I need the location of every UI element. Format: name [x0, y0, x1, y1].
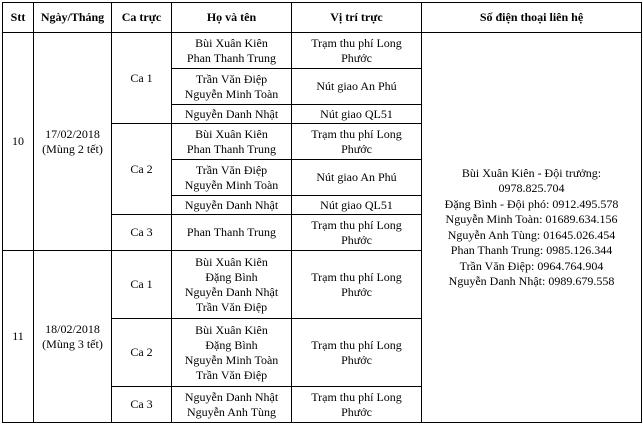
staff-names-line: Đặng Bình — [205, 337, 258, 352]
duty-location-line: Phước — [341, 352, 372, 367]
contact-list-line: Bùi Xuân Kiên - Đội trưởng: — [461, 165, 602, 180]
contact-list-line: Trần Văn Điệp: 0964.764.904 — [459, 258, 604, 273]
header-date: Ngày/Tháng — [34, 3, 112, 33]
duty-location — [292, 387, 422, 423]
duty-location-line: Nút giao QL51 — [320, 106, 393, 121]
day-stt: 10 — [3, 33, 34, 251]
header-stt: Stt — [3, 3, 34, 33]
staff-names-line: Nguyễn Minh Toàn — [184, 177, 279, 192]
duty-location — [292, 33, 422, 69]
staff-names-line: Trần Văn Điệp — [195, 299, 268, 314]
day-stt: 11 — [3, 251, 34, 423]
day-date-value: 17/02/2018 — [45, 126, 100, 141]
duty-location-line: Nút giao QL51 — [320, 197, 393, 212]
staff-names-line: Đặng Bình — [205, 269, 258, 284]
day-date-value: 18/02/2018 — [45, 321, 100, 336]
duty-location — [292, 160, 422, 196]
staff-names-line: Trần Văn Điệp — [195, 71, 268, 86]
staff-names-line: Trần Văn Điệp — [195, 162, 268, 177]
roster-row — [3, 33, 642, 69]
staff-names-line: Bùi Xuân Kiên — [195, 322, 268, 337]
header-shift: Ca trực — [112, 3, 172, 33]
staff-names — [172, 387, 292, 423]
contact-list-line: Nguyễn Danh Nhật: 0989.679.558 — [448, 274, 615, 288]
header-location: Vị trí trực — [292, 3, 422, 33]
staff-names — [172, 33, 292, 69]
duty-location-line: Phước — [341, 284, 372, 299]
staff-names — [172, 160, 292, 196]
header-phone: Số điện thoại liên hệ — [422, 3, 642, 33]
staff-names — [172, 69, 292, 105]
duty-location-line: Phước — [341, 50, 372, 65]
staff-names-line: Nguyễn Anh Tùng — [186, 404, 277, 419]
shift-label: Ca 3 — [112, 215, 172, 251]
shift-label: Ca 1 — [112, 251, 172, 319]
header-row — [3, 3, 642, 33]
shift-label: Ca 3 — [112, 387, 172, 423]
contact-list-line: Phan Thanh Trung: 0985.126.344 — [450, 243, 613, 257]
duty-location — [292, 124, 422, 160]
staff-names-line: Bùi Xuân Kiên — [195, 126, 268, 141]
contact-list — [422, 33, 642, 423]
duty-location-line: Phước — [341, 232, 372, 247]
staff-names-line: Nguyễn Minh Toàn — [184, 352, 279, 367]
duty-location-line: Trạm thu phí Long — [311, 126, 402, 141]
duty-roster-table — [2, 2, 642, 423]
staff-names-line: Bùi Xuân Kiên — [195, 35, 268, 50]
duty-location-line: Nút giao An Phú — [316, 170, 397, 184]
day-date — [34, 33, 112, 251]
duty-location-line: Trạm thu phí Long — [311, 217, 402, 232]
staff-names-line: Nguyễn Danh Nhật — [184, 284, 279, 299]
duty-location — [292, 215, 422, 251]
contact-list-line: Đặng Bình - Đội phó: 0912.495.578 — [444, 196, 619, 211]
staff-names-line: Nguyễn Minh Toàn — [184, 86, 279, 101]
duty-location-line: Trạm thu phí Long — [311, 337, 402, 352]
staff-names — [172, 251, 292, 319]
contact-list-line: Nguyễn Minh Toàn: 01689.634.156 — [445, 212, 618, 226]
staff-names-line: Phan Thanh Trung — [186, 225, 277, 239]
header-name: Họ và tên — [172, 3, 292, 33]
duty-location-line: Phước — [341, 141, 372, 156]
shift-label: Ca 2 — [112, 319, 172, 387]
staff-names-line: Nguyễn Danh Nhật — [184, 389, 279, 404]
staff-names-line: Bùi Xuân Kiên — [195, 254, 268, 269]
roster-body — [3, 33, 642, 423]
duty-location-line: Nút giao An Phú — [316, 79, 397, 93]
staff-names-line: Nguyễn Danh Nhật — [184, 106, 279, 121]
contact-list-line: Nguyễn Anh Tùng: 01645.026.454 — [447, 227, 616, 242]
day-date-note: (Mùng 2 tết) — [42, 141, 103, 156]
duty-location — [292, 251, 422, 319]
duty-location-line: Trạm thu phí Long — [311, 389, 402, 404]
staff-names — [172, 105, 292, 124]
staff-names-line: Nguyễn Danh Nhật — [184, 197, 279, 212]
duty-location — [292, 69, 422, 105]
staff-names — [172, 196, 292, 215]
duty-location-line: Trạm thu phí Long — [311, 35, 402, 50]
duty-location-line: Phước — [341, 404, 372, 419]
duty-location-line: Trạm thu phí Long — [311, 269, 402, 284]
staff-names-line: Phan Thanh Trung — [186, 141, 277, 156]
staff-names — [172, 124, 292, 160]
duty-location — [292, 319, 422, 387]
staff-names — [172, 215, 292, 251]
duty-location — [292, 196, 422, 215]
shift-label: Ca 2 — [112, 124, 172, 215]
staff-names-line: Trần Văn Điệp — [195, 367, 268, 382]
day-date-note: (Mùng 3 tết) — [42, 336, 103, 351]
contact-list-line: 0978.825.704 — [498, 181, 565, 195]
duty-location — [292, 105, 422, 124]
staff-names — [172, 319, 292, 387]
staff-names-line: Phan Thanh Trung — [186, 50, 277, 65]
day-date — [34, 251, 112, 423]
shift-label: Ca 1 — [112, 33, 172, 124]
